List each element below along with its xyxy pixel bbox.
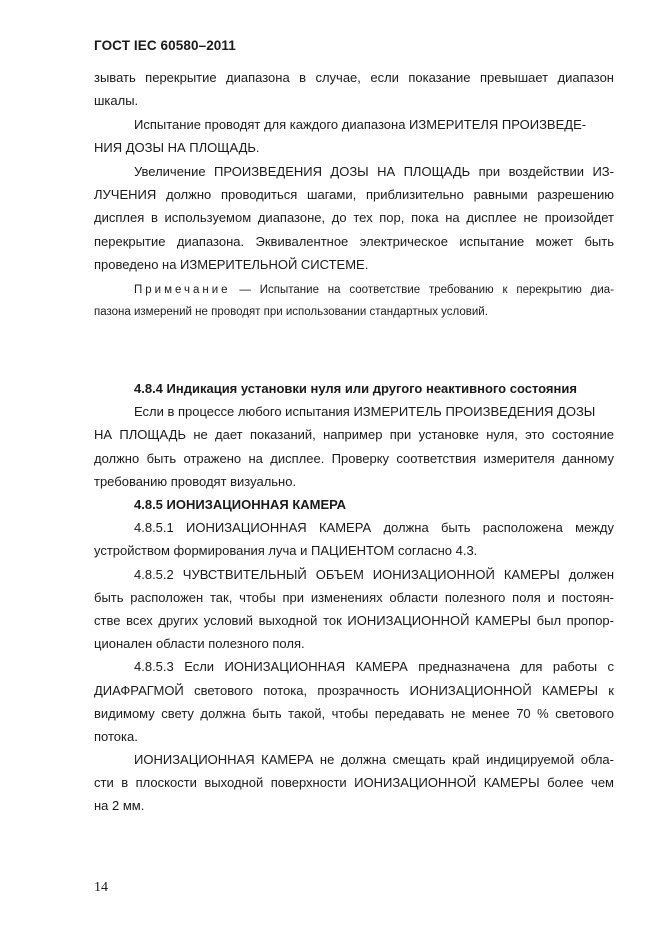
note-label: Примечание [134, 284, 231, 296]
note-text: — Испытание на соответствие требованию к перекрытию диа- [230, 284, 614, 296]
text-line: Если в процессе любого испытания ИЗМЕРИТЕЛЬ ПРОИЗВЕДЕНИЯ ДОЗЫ [134, 404, 596, 420]
section-4-8-5 [94, 493, 614, 818]
text-line: требованию проводят визуально. [94, 473, 297, 489]
section-heading: 4.8.4 Индикация установки нуля или другого неактивного состояния [134, 381, 577, 396]
text-line: Испытание проводят для каждого диапазона ИЗМЕРИТЕЛЯ ПРОИЗВЕДЕ- [134, 117, 587, 132]
page-number: 14 [94, 880, 108, 895]
text-line: Увеличение ПРОИЗВЕДЕНИЯ ДОЗЫ НА ПЛОЩАДЬ при воздействии ИЗ- [134, 164, 614, 179]
text-line: должно быть отражено на дисплее. Проверку соответствия измерителя данному [94, 450, 614, 466]
text-line: 4.8.5.3 Если ИОНИЗАЦИОННАЯ КАМЕРА предназначена для работы с [134, 659, 614, 675]
text-line: ДИАФРАГМОЙ светового потока, прозрачность ИОНИЗАЦИОННОЙ КАМЕРЫ к [94, 682, 614, 698]
text-line: проведено на ИЗМЕРИТЕЛЬНОЙ СИСТЕМЕ. [94, 256, 369, 272]
text-line: ИОНИЗАЦИОННАЯ КАМЕРА не должна смещать край индицируемой обла- [134, 752, 614, 768]
text-line: ционален области полезного поля. [94, 636, 305, 652]
text-line: НА ПЛОЩАДЬ не дает показаний, например при установке нуля, это состояние [94, 427, 614, 443]
note-block [94, 279, 614, 323]
text-line: устройством формирования луча и ПАЦИЕНТОМ согласно 4.3. [94, 543, 478, 559]
text-line: стве всех других условий выходной ток ИОНИЗАЦИОННОЙ КАМЕРЫ был пропор- [94, 612, 614, 628]
text-line: 4.8.5.1 ИОНИЗАЦИОННАЯ КАМЕРА должна быть расположена между [134, 520, 614, 536]
text-line: потока. [94, 728, 138, 744]
document-header: ГОСТ IEC 60580–2011 [94, 38, 236, 53]
note-line: пазона измерений не проводят при использовании стандартных условий. [94, 306, 488, 318]
text-line: шкалы. [94, 93, 139, 109]
text-line: ЛУЧЕНИЯ должно проводиться шагами, приблизительно равными разрешению [94, 187, 614, 203]
section-heading: 4.8.5 ИОНИЗАЦИОННАЯ КАМЕРА [134, 497, 347, 512]
section-4-8-4 [94, 377, 614, 493]
text-line: на 2 мм. [94, 798, 145, 814]
text-line: видимому свету должна быть такой, чтобы передавать не менее 70 % светового [94, 705, 614, 721]
paragraph-test-each-range [94, 113, 614, 159]
text-line: зывать перекрытие диапазона в случае, если показание превышает диапазон [94, 70, 614, 85]
text-line: 4.8.5.2 ЧУВСТВИТЕЛЬНЫЙ ОБЪЕМ ИОНИЗАЦИОННОЙ КАМЕРЫ должен [134, 566, 614, 582]
text-line: дисплея в используемом диапазоне, до тех пор, пока на дисплее не произойдет [94, 210, 614, 226]
text-line: сти в плоскости выходной поверхности ИОНИЗАЦИОННОЙ КАМЕРЫ более чем [94, 775, 614, 791]
text-line: перекрытие диапазона. Эквивалентное электрическое испытание может быть [94, 233, 614, 249]
paragraph-dose-increase [94, 160, 614, 276]
note-line [94, 279, 614, 301]
paragraph-range-overlap-end [94, 66, 614, 112]
text-line: быть расположен так, чтобы при изменениях области полезного поля и постоян- [94, 589, 614, 605]
text-line: НИЯ ДОЗЫ НА ПЛОЩАДЬ. [94, 140, 260, 156]
